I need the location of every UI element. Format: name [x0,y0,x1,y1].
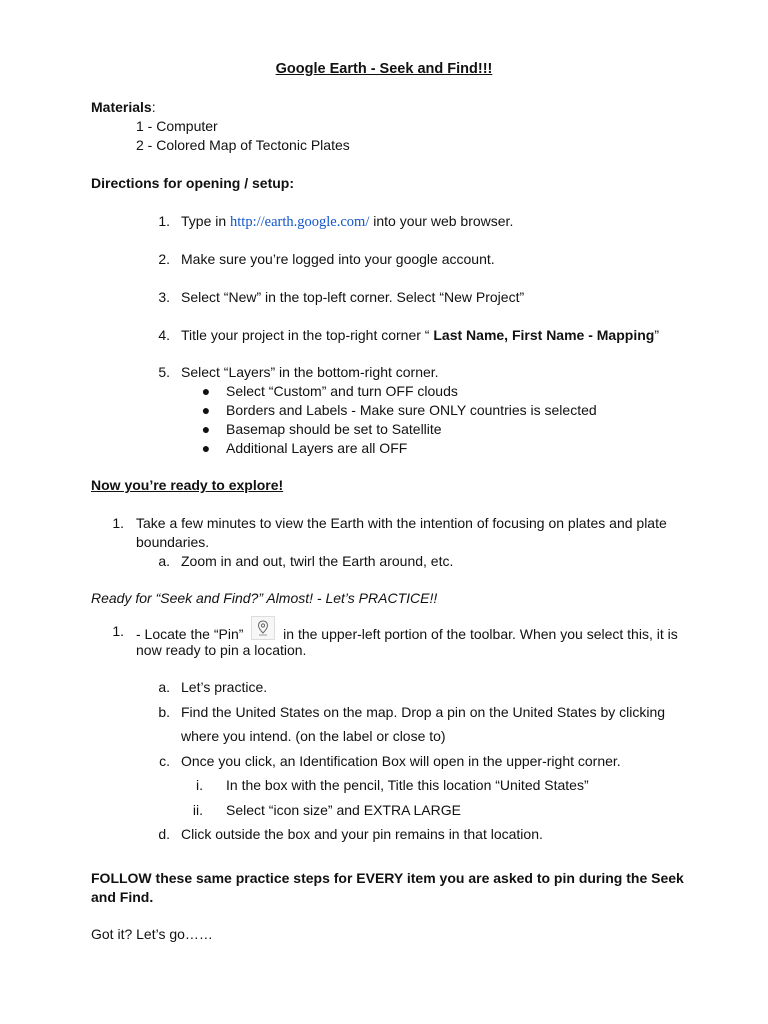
step-number: 3. [158,289,170,305]
sub-text: Select “icon size” and EXTRA LARGE [226,802,461,818]
materials-heading [91,98,156,116]
closing-text: Got it? Let’s go…… [91,926,213,942]
project-title-format: Last Name, First Name - Mapping [433,327,655,343]
item-text: Take a few minutes to view the Earth with the intention of focusing on plates and plate [136,515,667,531]
directions-heading: Directions for opening / setup: [91,175,295,191]
earth-google-link[interactable]: http://earth.google.com/ [230,214,370,230]
follow-note: FOLLOW these same practice steps for EVERY item you are asked to pin during the Seek [91,870,684,886]
item-text-post: in the upper-left portion of the toolbar. When you select this, it is [283,626,678,642]
step-text: Select “New” in the top-left corner. Select “New Project” [181,289,525,305]
sub-text: Let’s practice. [181,679,268,695]
bullet-dot: ● [201,383,211,399]
item-number: 1. [112,515,124,531]
sub-number: c. [159,753,170,769]
follow-note-cont: and Find. [91,889,154,905]
practice-sub-b-cont: where you intend. (on the label or close to) [181,728,446,744]
practice-intro: Ready for “Seek and Find?” Almost! - Let’s PRACTICE!! [91,590,438,606]
bullet-text: Select “Custom” and turn OFF clouds [226,383,458,399]
sub-number: d. [158,826,170,842]
sub-number: a. [158,679,170,695]
sub-number: ii. [192,802,203,818]
bullet-text: Borders and Labels - Make sure ONLY countries is selected [226,402,597,418]
bullet-dot: ● [201,402,211,418]
sub-text: Zoom in and out, twirl the Earth around, etc. [181,553,454,569]
item-number: 1. [112,623,124,639]
bullet-text: Basemap should be set to Satellite [226,421,442,437]
bullet-text: Additional Layers are all OFF [226,440,408,456]
sub-text: Find the United States on the map. Drop a pin on the United States by clicking [181,704,666,720]
materials-item-1: 1 - Computer [136,118,218,134]
page-title: Google Earth - Seek and Find!!! [275,61,493,77]
step-number: 2. [158,251,170,267]
sub-text: Click outside the box and your pin remains in that location. [181,826,543,842]
sub-number: b. [158,704,170,720]
materials-item-2: 2 - Colored Map of Tectonic Plates [136,137,350,153]
bullet-dot: ● [201,440,211,456]
materials-heading-label: Materials [91,99,152,115]
step-number: 1. [158,213,170,229]
sub-text: Once you click, an Identification Box will open in the upper-right corner. [181,753,621,769]
explore-item-1-cont: boundaries. [136,534,210,550]
step-text: Title your project in the top-right corner “ [181,327,434,343]
step-text: Select “Layers” in the bottom-right corner. [181,364,439,380]
materials-heading-colon: : [151,99,156,115]
sub-text: In the box with the pencil, Title this location “United States” [226,777,589,793]
step-text: Type in [181,213,231,229]
step-text-post: into your web browser. [369,213,514,229]
item-text: - Locate the “Pin” [136,626,244,642]
step-text-post: ” [654,327,659,343]
sub-number: a. [158,553,170,569]
bullet-dot: ● [201,421,211,437]
sub-number: i. [196,777,203,793]
step-number: 4. [158,327,170,343]
practice-item-1-cont: now ready to pin a location. [136,642,307,658]
map-pin-icon [251,616,275,640]
step-number: 5. [158,364,170,380]
explore-heading: Now you’re ready to explore! [91,477,284,493]
step-text: Make sure you’re logged into your google account. [181,251,495,267]
